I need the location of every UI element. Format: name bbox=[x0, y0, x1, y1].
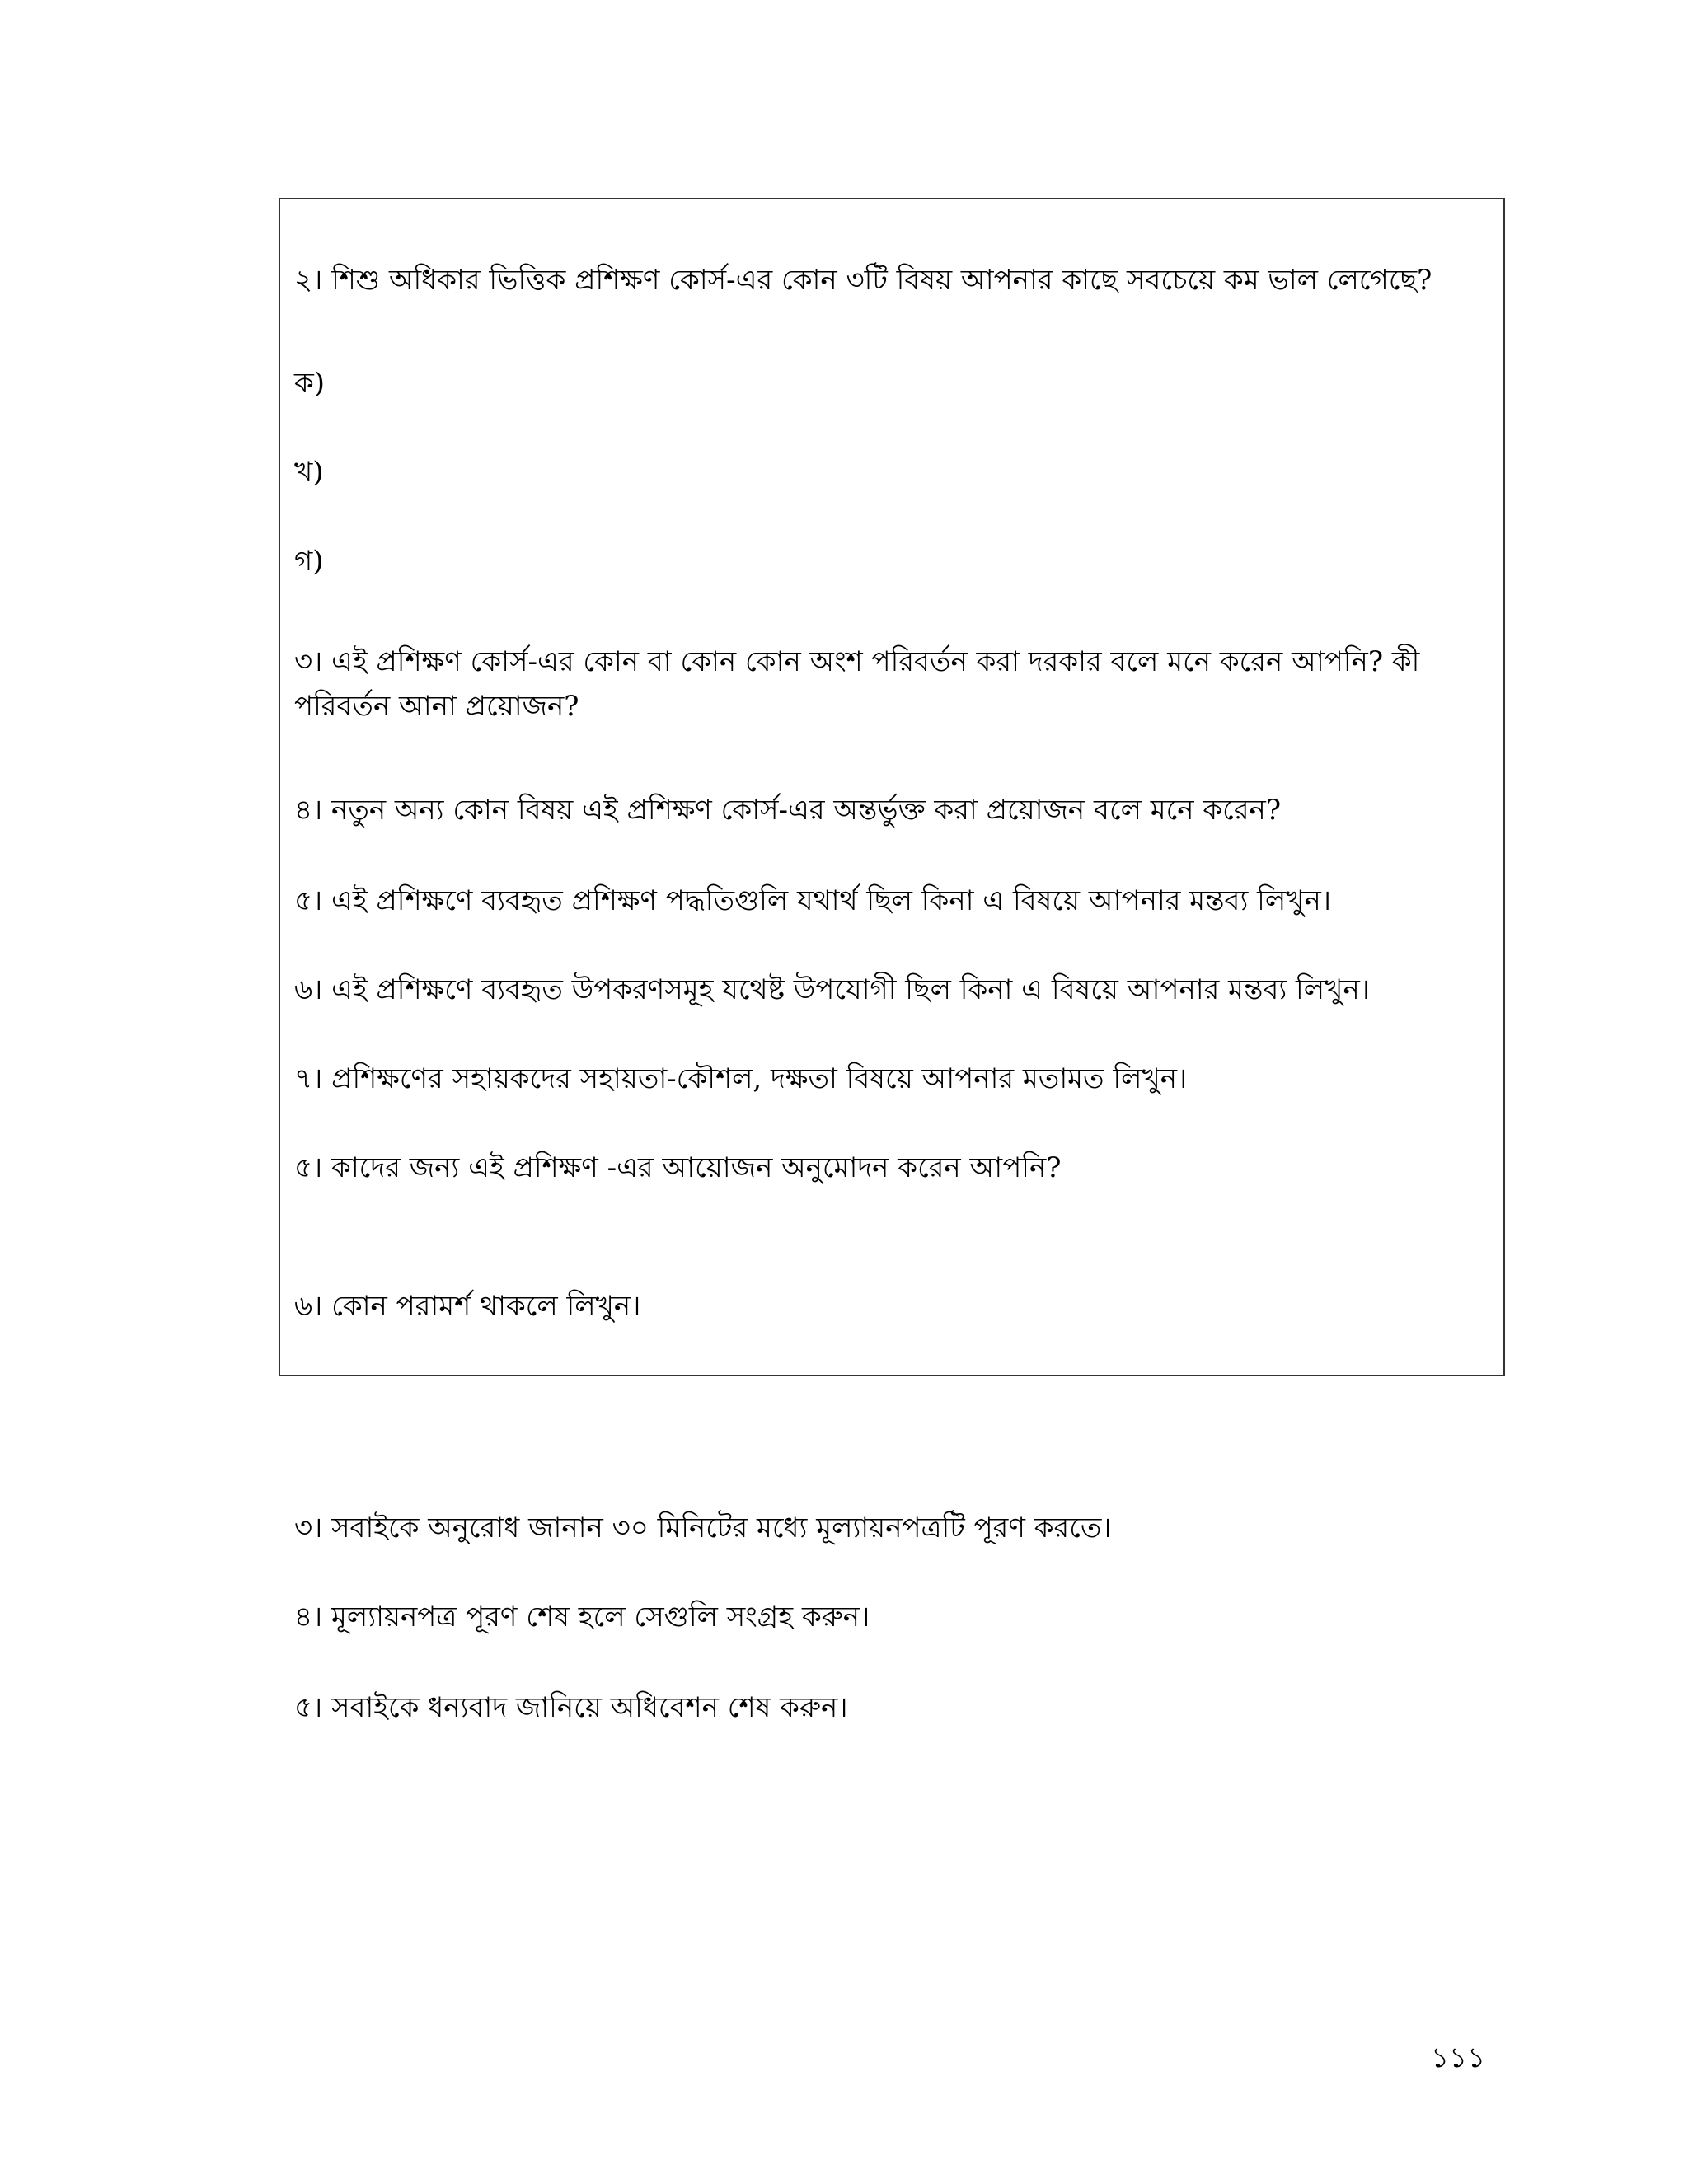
evaluation-form-box bbox=[279, 198, 1505, 1376]
question-5b: ৫। কাদের জন্য এই প্রশিক্ষণ -এর আয়োজন অনুমোদন করেন আপনি? bbox=[294, 1151, 1062, 1184]
question-4: ৪। নতুন অন্য কোন বিষয় এই প্রশিক্ষণ কোর্স-এর অন্তর্ভুক্ত করা প্রয়োজন বলে মনে করেন? bbox=[294, 794, 1282, 827]
option-ga: গ) bbox=[294, 545, 324, 578]
instruction-5: ৫। সবাইকে ধন্যবাদ জানিয়ে অধিবেশন শেষ করুন। bbox=[294, 1691, 848, 1724]
question-2: ২। শিশু অধিকার ভিত্তিক প্রশিক্ষণ কোর্স-এর কোন ৩টি বিষয় আপনার কাছে সবচেয়ে কম ভাল লেগেছে? bbox=[294, 264, 1432, 297]
question-7: ৭। প্রশিক্ষণের সহায়কদের সহায়তা-কৌশল, দক্ষতা বিষয়ে আপনার মতামত লিখুন। bbox=[294, 1062, 1188, 1095]
instruction-3: ৩। সবাইকে অনুরোধ জানান ৩০ মিনিটের মধ্যে মূল্যায়নপত্রটি পূরণ করতে। bbox=[294, 1511, 1112, 1544]
question-3: ৩। এই প্রশিক্ষণ কোর্স-এর কোন বা কোন কোন অংশ পরিবর্তন করা দরকার বলে মনে করেন আপনি? কী পরিবর্তন আনা প্রয়োজন? bbox=[294, 645, 1420, 723]
option-kha: খ) bbox=[294, 456, 324, 489]
question-6b: ৬। কোন পরামর্শ থাকলে লিখুন। bbox=[294, 1290, 641, 1323]
page-number: ১১১ bbox=[1431, 2041, 1486, 2074]
question-6: ৬। এই প্রশিক্ষণে ব্যবহৃত উপকরণসমূহ যথেষ্ট উপযোগী ছিল কিনা এ বিষয়ে আপনার মন্তব্য লিখুন। bbox=[294, 973, 1370, 1006]
option-ka: ক) bbox=[294, 367, 326, 400]
instruction-4: ৪। মূল্যায়নপত্র পূরণ শেষ হলে সেগুলি সংগ্রহ করুন। bbox=[294, 1601, 870, 1633]
question-5: ৫। এই প্রশিক্ষণে ব্যবহৃত প্রশিক্ষণ পদ্ধতিগুলি যথার্থ ছিল কিনা এ বিষয়ে আপনার মন্তব্য লিখুন। bbox=[294, 884, 1331, 917]
